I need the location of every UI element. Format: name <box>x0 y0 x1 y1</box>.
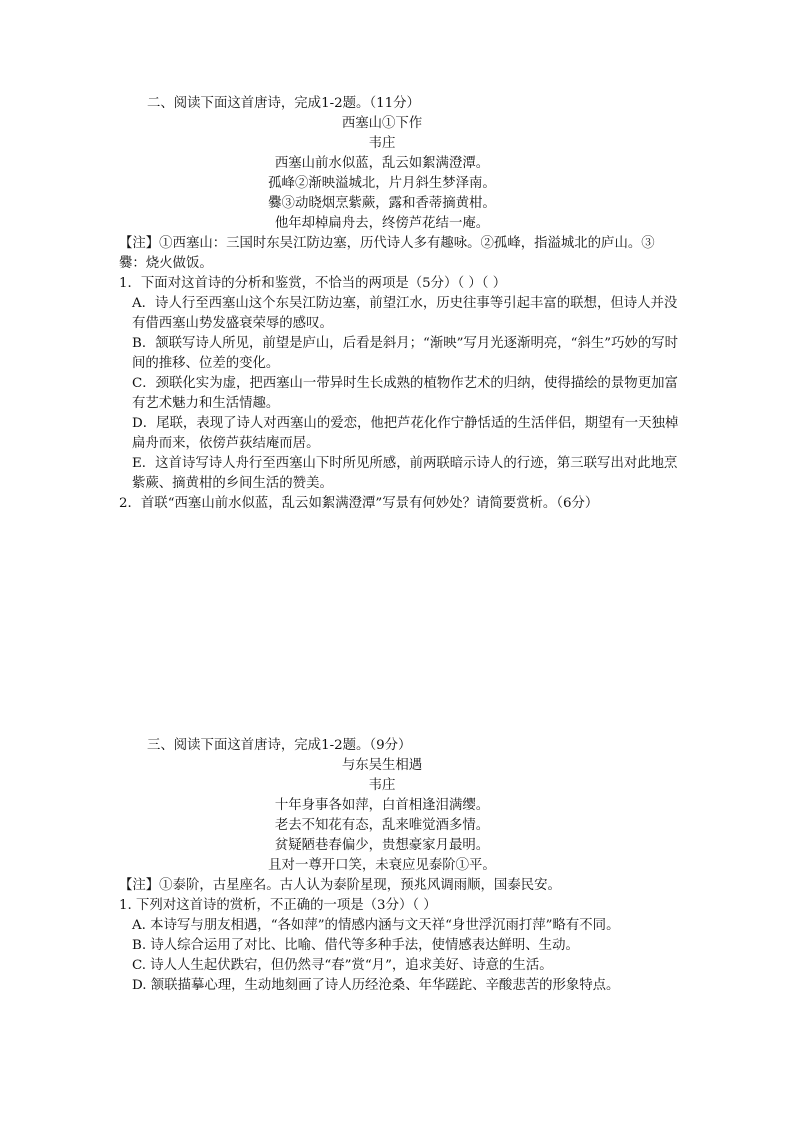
question-option: B．颔联写诗人所见，前望是庐山，后看是斜月；“渐映”写月光逐渐明亮，“斜生”巧妙的写时间的推移、位差的变化。 <box>132 336 679 371</box>
poem-note: 【注】①泰阶，古星座名。古人认为泰阶星现，预兆风调雨顺，国泰民安。 <box>119 878 561 893</box>
poem-line: 且对一尊开口笑，未衰应见泰阶①平。 <box>268 858 496 873</box>
poem-note: 【注】①西塞山：三国时东吴江防边塞，历代诗人多有趣咏。②孤峰，指溢城北的庐山。③爨：烧火做饭。 <box>119 236 655 271</box>
question-option: D．尾联，表现了诗人对西塞山的爱恋，他把芦花化作宁静恬适的生活伴侣，期望有一天独棹扁舟而来，依傍芦荻结庵而居。 <box>132 416 679 451</box>
poem-line: 老去不知花有态，乱来唯觉酒多情。 <box>274 818 490 833</box>
poem-author: 韦庄 <box>368 136 396 151</box>
poem-title: 西塞山①下作 <box>341 116 423 131</box>
poem-line: 孤峰②渐映溢城北，片月斜生梦泽南。 <box>268 176 496 191</box>
section-3 <box>119 736 679 996</box>
question-1-stem: 1．下面对这首诗的分析和鉴赏，不恰当的两项是（5分）（ ）（ ） <box>119 276 507 291</box>
poem-line: 西塞山前水似蓝，乱云如絮满澄潭。 <box>274 156 490 171</box>
question-option: B. 诗人综合运用了对比、比喻、借代等多种手法，使情感表达鲜明、生动。 <box>132 938 579 953</box>
poem-line: 他年却棹扁舟去，终傍芦花结一庵。 <box>274 216 490 231</box>
question-option: A．诗人行至西塞山这个东吴江防边塞，前望江水，历史往事等引起丰富的联想，但诗人并没有借西塞山势发盛衰荣辱的感叹。 <box>132 296 678 331</box>
section-heading: 三、阅读下面这首唐诗，完成1-2题。（9分） <box>147 738 412 753</box>
question-1-stem: 1. 下列对这首诗的赏析，不正确的一项是（3分）（ ） <box>119 898 437 913</box>
question-option: D. 颔联描摹心理，生动地刻画了诗人历经沧桑、年华蹉跎、辛酸悲苦的形象特点。 <box>132 978 620 993</box>
poem-line: 贫疑陋巷春偏少，贵想豪家月最明。 <box>274 838 490 853</box>
poem-line: 十年身事各如萍，白首相逢泪满缨。 <box>274 798 490 813</box>
question-option: A. 本诗写与朋友相遇，“各如萍”的情感内涵与文天祥“身世浮沉雨打萍”略有不同。 <box>132 918 620 933</box>
section-2 <box>119 94 679 514</box>
question-2: 2．首联“西塞山前水似蓝，乱云如絮满澄潭”写景有何妙处？请简要赏析。（6分） <box>119 496 599 511</box>
poem-author: 韦庄 <box>368 778 396 793</box>
question-option: C. 诗人人生起伏跌宕，但仍然寻“春”赏“月”，追求美好、诗意的生活。 <box>132 958 553 973</box>
section-heading: 二、阅读下面这首唐诗，完成1-2题。（11分） <box>147 96 420 111</box>
poem-line: 爨③动晓烟烹紫蕨，露和香蒂摘黄柑。 <box>268 196 496 211</box>
poem-title: 与东吴生相遇 <box>341 758 423 773</box>
question-option: C．颈联化实为虚，把西塞山一带异时生长成熟的植物作艺术的归纳，使得描绘的景物更加富有艺术魅力和生活情趣。 <box>132 376 678 411</box>
question-option: E．这首诗写诗人舟行至西塞山下时所见所感，前两联暗示诗人的行迹，第三联写出对此地烹紫蕨、摘黄柑的乡间生活的赞美。 <box>132 456 678 491</box>
